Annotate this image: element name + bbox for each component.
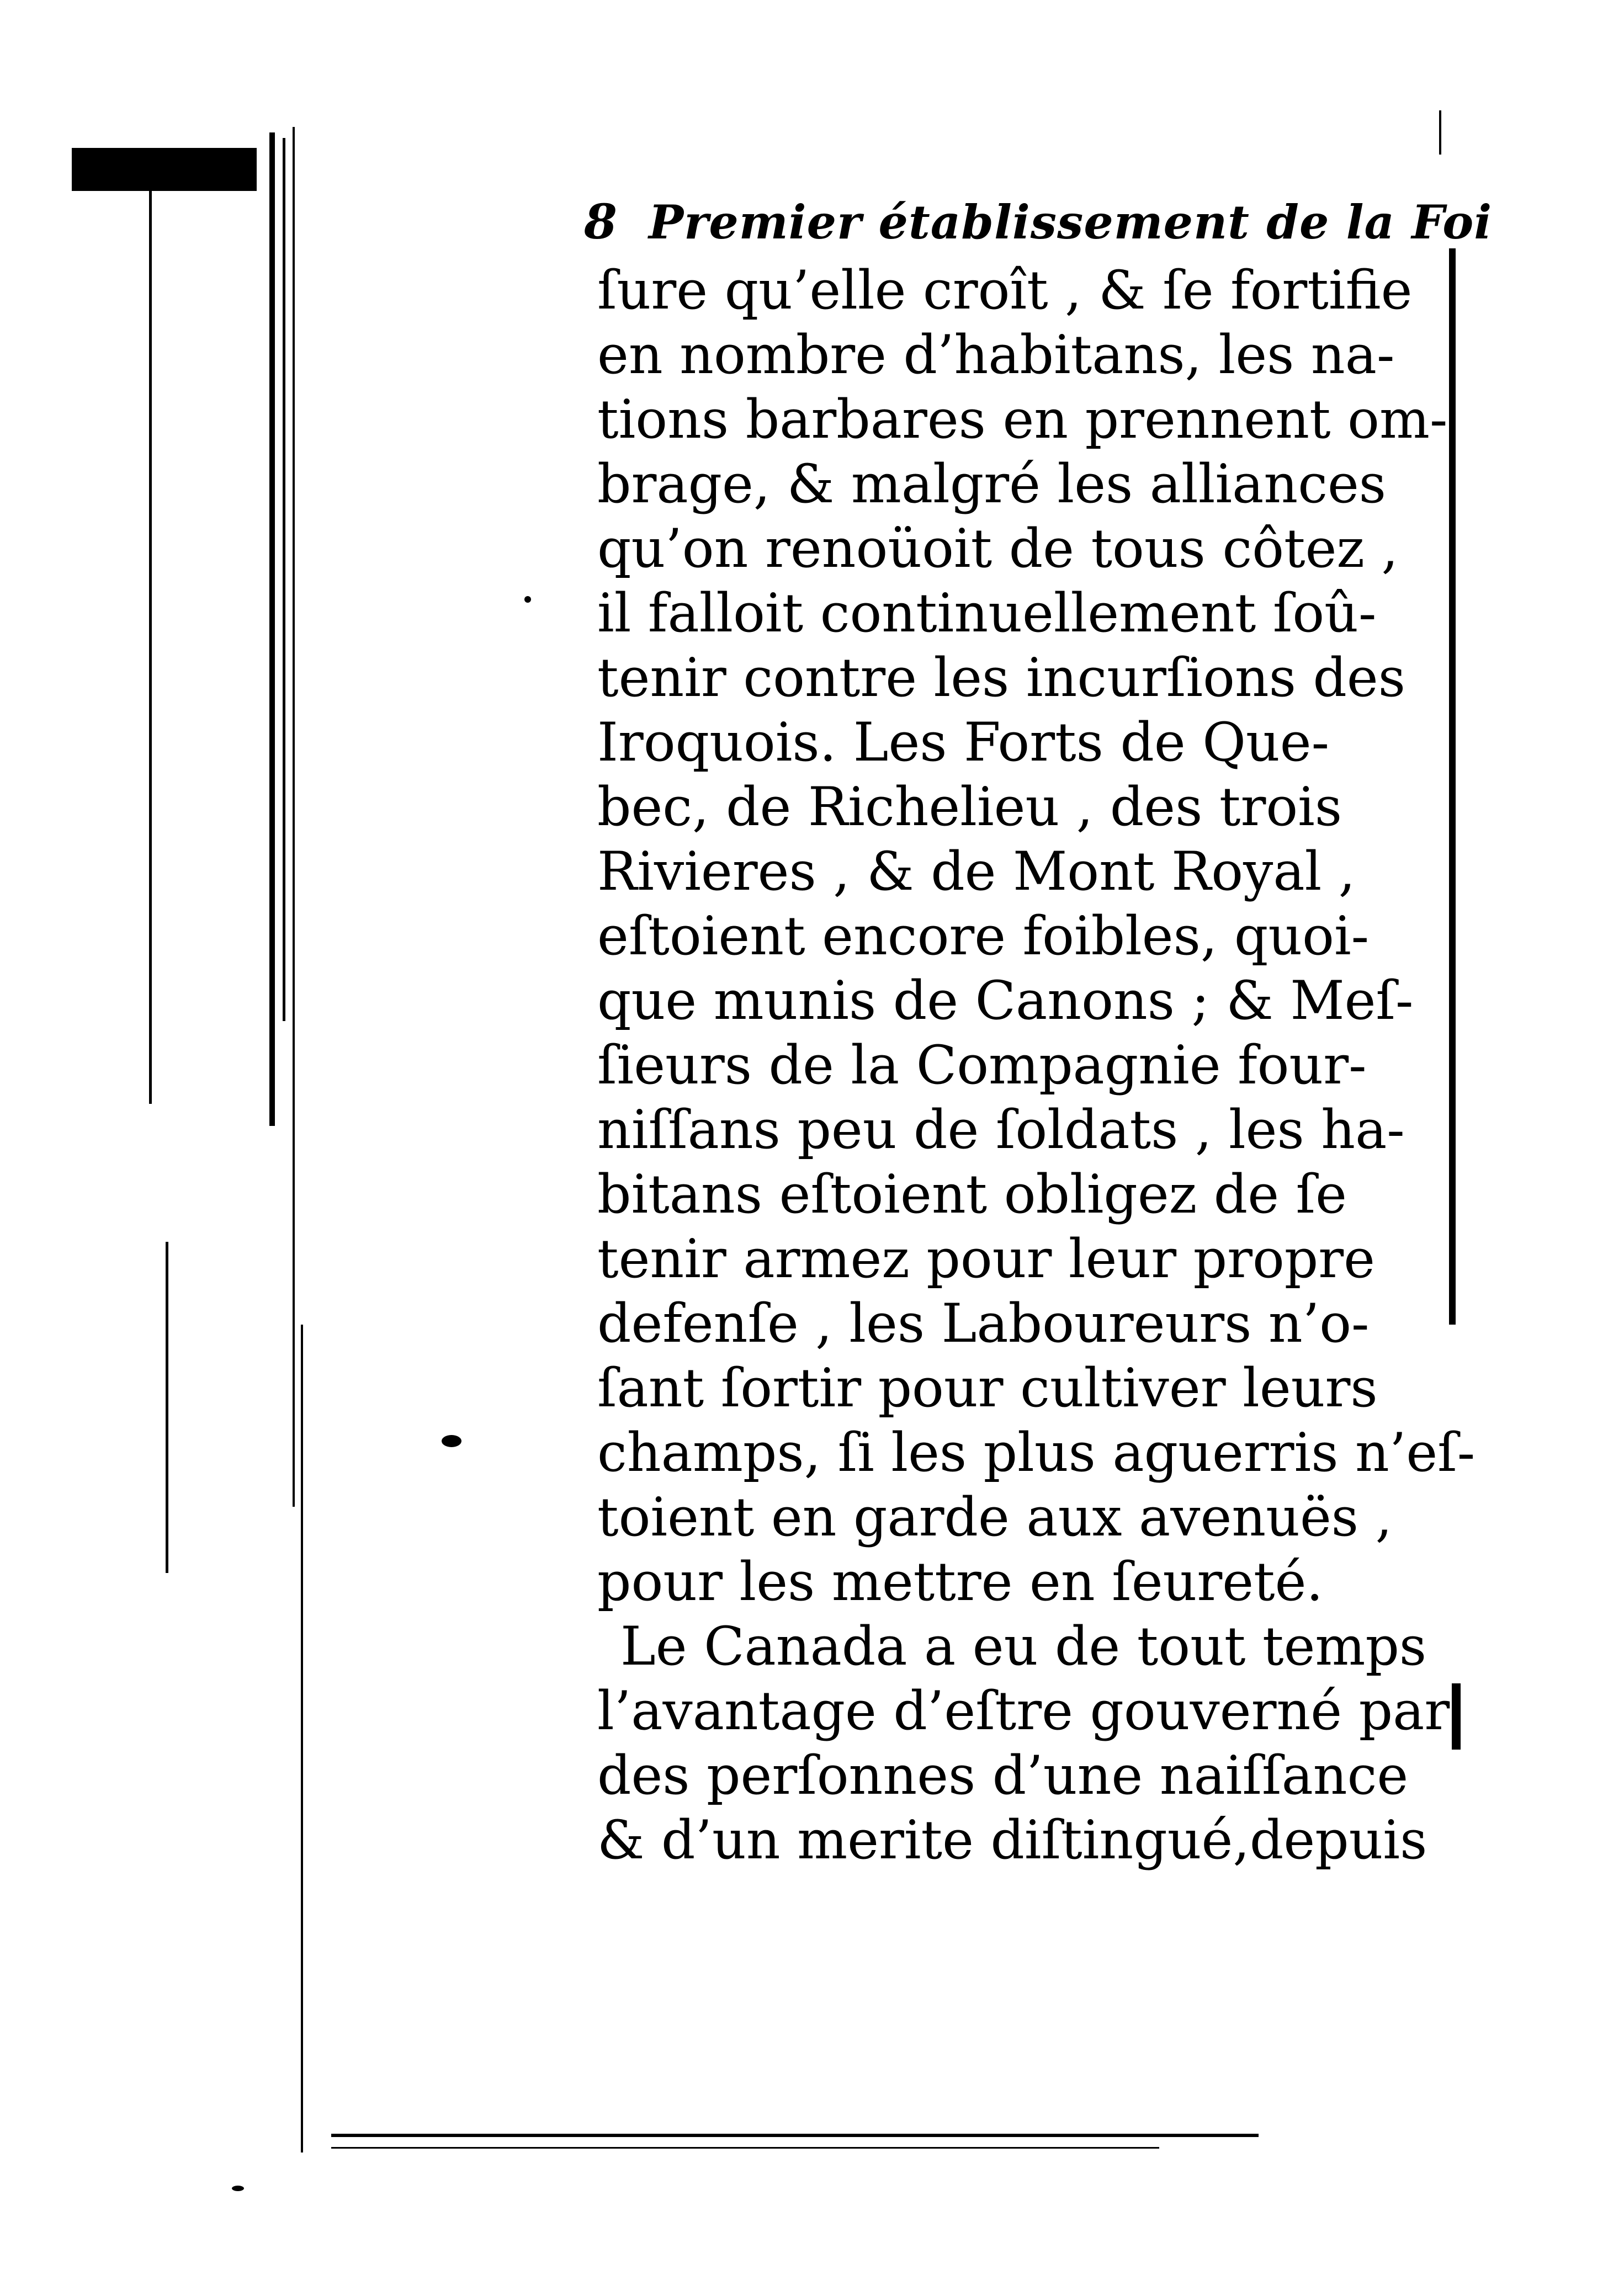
ink-speck bbox=[524, 596, 531, 603]
scan-edge-line bbox=[166, 1242, 168, 1573]
ink-speck bbox=[442, 1435, 461, 1447]
scan-edge-line bbox=[283, 138, 285, 1021]
scan-edge-line bbox=[1449, 248, 1456, 1325]
text-line: defenſe , les Laboureurs n’o- bbox=[597, 1293, 1370, 1354]
text-line: toient en garde aux avenuës , bbox=[597, 1486, 1393, 1548]
text-line: ſant ſortir pour cultiver leurs bbox=[597, 1357, 1378, 1419]
scan-edge-shadow bbox=[72, 148, 257, 191]
text-line: niſſans peu de ſoldats , les ha- bbox=[597, 1099, 1405, 1161]
page-bottom-rule bbox=[331, 2147, 1159, 2149]
page-bottom-rule bbox=[331, 2134, 1259, 2137]
text-line: ſieurs de la Compagnie four- bbox=[597, 1034, 1367, 1096]
text-line: tenir contre les incurſions des bbox=[597, 647, 1405, 709]
text-line: tenir armez pour leur propre bbox=[597, 1228, 1375, 1290]
text-line: il falloit continuellement ſoû- bbox=[597, 582, 1377, 644]
scan-edge-line bbox=[1439, 110, 1441, 155]
scan-edge-line bbox=[301, 1325, 303, 2152]
scan-edge-line bbox=[1452, 1683, 1461, 1750]
text-line: l’avantage d’eſtre gouverné par bbox=[597, 1680, 1450, 1742]
text-line: bec, de Richelieu , des trois bbox=[597, 776, 1342, 838]
text-line: brage, & malgré les alliances bbox=[597, 453, 1387, 515]
running-head bbox=[584, 194, 1493, 261]
page-number: 8 bbox=[584, 194, 617, 250]
text-line: pour les mettre en ſeureté. bbox=[597, 1551, 1323, 1613]
text-line: bitans eſtoient obligez de ſe bbox=[597, 1163, 1347, 1225]
text-line: Iroquois. Les Forts de Que- bbox=[597, 711, 1329, 773]
scan-edge-line bbox=[149, 166, 152, 1104]
text-line: en nombre d’habitans, les na- bbox=[597, 324, 1395, 386]
text-line: & d’un merite diſtingué,depuis bbox=[597, 1809, 1427, 1871]
scan-edge-line bbox=[269, 132, 275, 1126]
scan-edge-line bbox=[293, 127, 295, 1507]
text-line: ſure qu’elle croît , & ſe fortifie bbox=[597, 259, 1413, 321]
text-line: qu’on renoüoit de tous côtez , bbox=[597, 518, 1399, 580]
text-line: Rivieres , & de Mont Royal , bbox=[597, 841, 1356, 902]
text-line: des perſonnes d’une naiſſance bbox=[597, 1745, 1409, 1806]
text-line: tions barbares en prennent om- bbox=[597, 389, 1448, 450]
running-title: Premier établissement de la Foi bbox=[648, 195, 1493, 249]
paragraph-first-line: Le Canada a eu de tout temps bbox=[620, 1615, 1427, 1677]
text-line: que munis de Canons ; & Meſ- bbox=[597, 970, 1414, 1032]
body-text bbox=[597, 258, 1476, 1873]
text-line: champs, ſi les plus aguerris n’eſ- bbox=[597, 1422, 1476, 1484]
ink-speck bbox=[232, 2186, 244, 2191]
text-line: eſtoient encore foibles, quoi- bbox=[597, 905, 1370, 967]
